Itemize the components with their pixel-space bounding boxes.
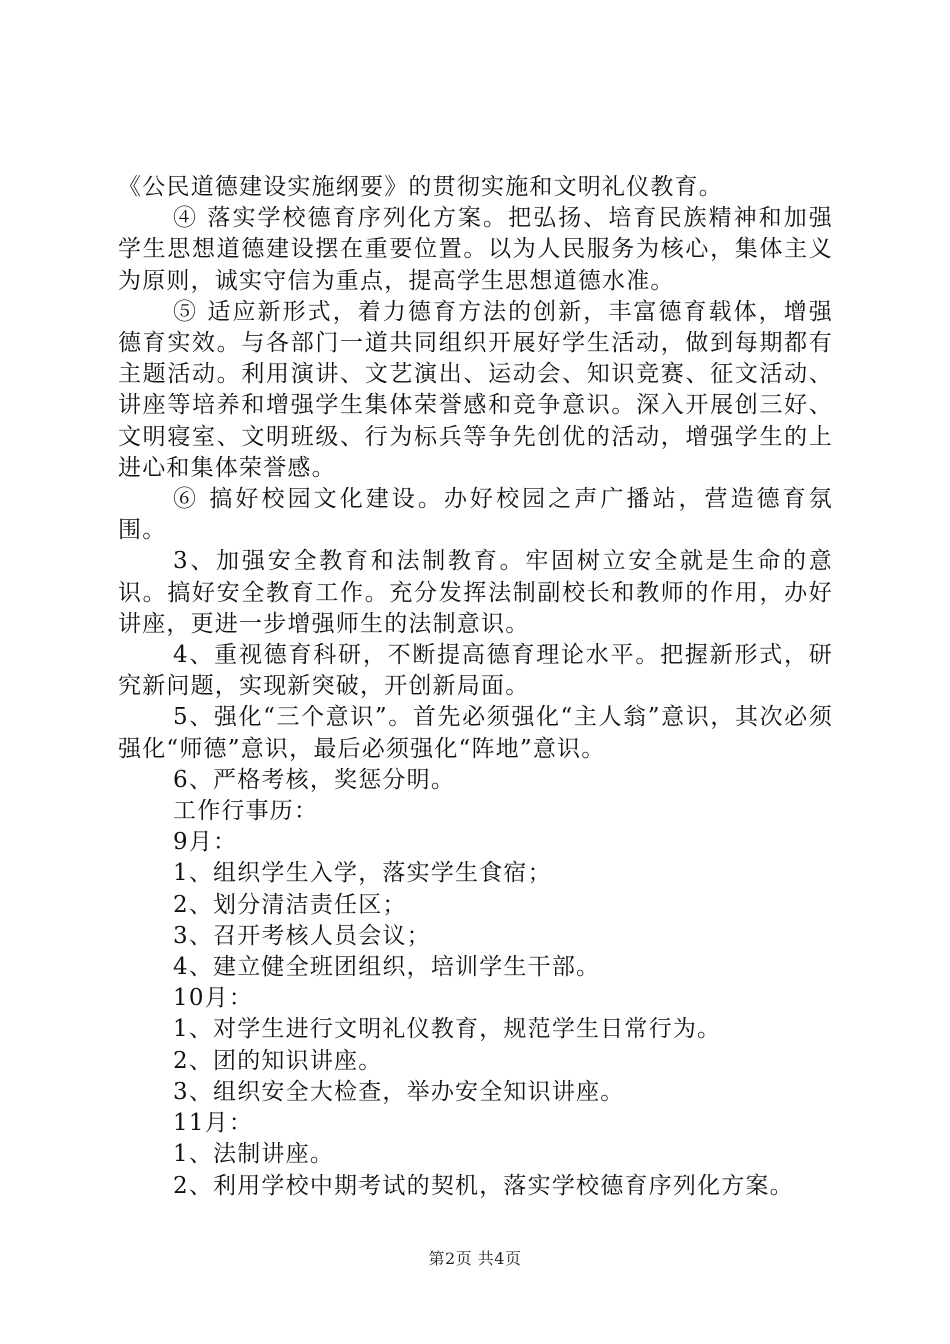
month-heading-november: 11月： — [173, 1110, 254, 1137]
list-item: 3、组织安全大检查，举办安全知识讲座。 — [173, 1078, 625, 1105]
page-number-footer: 第2页 共4页 — [428, 1249, 522, 1268]
list-item: 2、划分清洁责任区； — [173, 891, 407, 918]
paragraph-assessment: 6、严格考核，奖惩分明。 — [173, 766, 456, 793]
paragraph-item-4: ④ 落实学校德育序列化方案。把弘扬、培育民族精神和加强学生思想道德建设摆在重要位置。以为人民服务为核心，集体主义为原则，诚实守信为重点，提高学生思想道德水准。 — [118, 205, 833, 294]
paragraph-continuation: 《公民道德建设实施纲要》的贯彻实施和文明礼仪教育。 — [118, 174, 723, 200]
paragraph-three-awareness: 5、强化“三个意识”。首先必须强化“主人翁”意识，其次必须强化“师德”意识，最后必须强化“阵地”意识。 — [118, 704, 833, 762]
list-item: 2、团的知识讲座。 — [173, 1047, 383, 1074]
paragraph-item-6: ⑥ 搞好校园文化建设。办好校园之声广播站，营造德育氛围。 — [118, 486, 833, 544]
list-item: 3、召开考核人员会议； — [173, 922, 431, 949]
month-heading-october: 10月： — [173, 985, 254, 1012]
list-item: 4、建立健全班团组织，培训学生干部。 — [173, 954, 601, 981]
list-item: 1、对学生进行文明礼仪教育，规范学生日常行为。 — [173, 1016, 722, 1043]
list-item: 1、法制讲座。 — [173, 1141, 335, 1168]
list-item: 1、组织学生入学，落实学生食宿； — [173, 860, 552, 887]
list-item: 2、利用学校中期考试的契机，落实学校德育序列化方案。 — [173, 1172, 794, 1199]
paragraph-safety-education: 3、加强安全教育和法制教育。牢固树立安全就是生命的意识。搞好安全教育工作。充分发挥法制副校长和教师的作用，办好讲座，更进一步增强师生的法制意识。 — [118, 548, 833, 637]
paragraph-moral-research: 4、重视德育科研，不断提高德育理论水平。把握新形式，研究新问题，实现新突破，开创新局面。 — [118, 642, 833, 700]
schedule-heading: 工作行事历： — [173, 798, 319, 825]
month-heading-september: 9月： — [173, 829, 238, 856]
paragraph-item-5: ⑤ 适应新形式，着力德育方法的创新，丰富德育载体，增强德育实效。与各部门一道共同组织开展好学生活动，做到每期都有主题活动。利用演讲、文艺演出、运动会、知识竞赛、征文活动、讲座等培养和增强学生集体荣誉感和竞争意识。深入开展创三好、文明寝室、文明班级、行为标兵等争先创优的活动，增强学生的上进心和集体荣誉感。 — [118, 298, 833, 481]
document-body — [118, 172, 833, 1202]
